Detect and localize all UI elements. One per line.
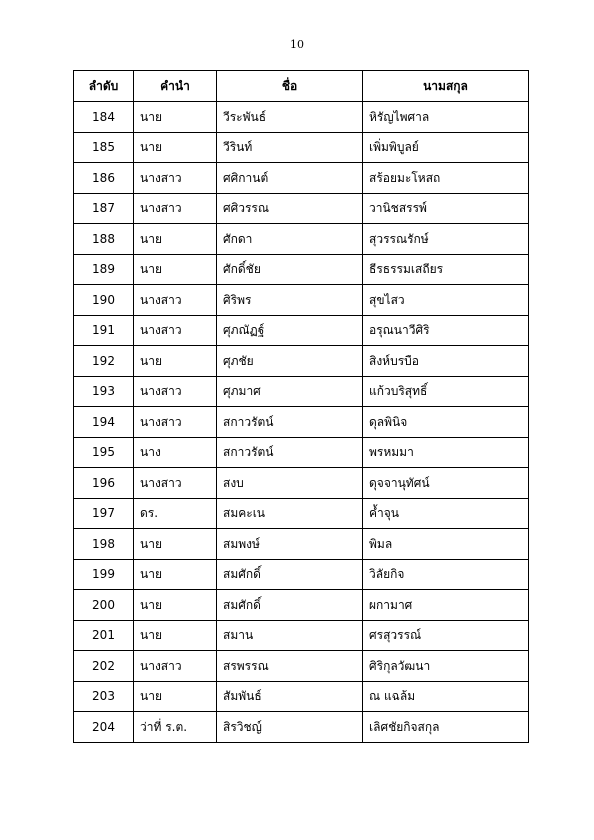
cell-title: นางสาว [134, 315, 217, 346]
cell-order: 192 [74, 346, 134, 377]
cell-order: 203 [74, 681, 134, 712]
cell-first-name: สัมพันธ์ [217, 681, 363, 712]
table-row [74, 315, 529, 346]
table-row [74, 163, 529, 194]
table-row [74, 285, 529, 316]
cell-last-name: วิลัยกิจ [363, 559, 529, 590]
cell-first-name: สมศักดิ์ [217, 559, 363, 590]
cell-title: นาย [134, 132, 217, 163]
table-row [74, 193, 529, 224]
cell-last-name: ดุจจานุทัศน์ [363, 468, 529, 499]
cell-order: 198 [74, 529, 134, 560]
cell-order: 193 [74, 376, 134, 407]
cell-order: 194 [74, 407, 134, 438]
cell-order: 202 [74, 651, 134, 682]
cell-last-name: สร้อยมะโหสถ [363, 163, 529, 194]
cell-title: นาย [134, 681, 217, 712]
cell-order: 199 [74, 559, 134, 590]
cell-last-name: พรหมมา [363, 437, 529, 468]
cell-first-name: ศุภชัย [217, 346, 363, 377]
table-row [74, 437, 529, 468]
cell-first-name: ศศิวรรณ [217, 193, 363, 224]
cell-order: 191 [74, 315, 134, 346]
cell-first-name: ศักดา [217, 224, 363, 255]
cell-last-name: สุวรรณรักษ์ [363, 224, 529, 255]
cell-last-name: ผกามาศ [363, 590, 529, 621]
page-number: 10 [290, 38, 304, 51]
cell-title: นางสาว [134, 376, 217, 407]
table-row [74, 407, 529, 438]
table-row [74, 651, 529, 682]
cell-last-name: เลิศชัยกิจสกุล [363, 712, 529, 743]
cell-first-name: สกาวรัตน์ [217, 407, 363, 438]
cell-first-name: ศศิกานต์ [217, 163, 363, 194]
table-body [74, 102, 529, 743]
cell-title: นาย [134, 559, 217, 590]
cell-title: นาย [134, 346, 217, 377]
cell-title: นางสาว [134, 407, 217, 438]
cell-first-name: สงบ [217, 468, 363, 499]
cell-title: นางสาว [134, 468, 217, 499]
cell-last-name: อรุณนาวีศิริ [363, 315, 529, 346]
table-row [74, 498, 529, 529]
cell-last-name: พิมล [363, 529, 529, 560]
table-row [74, 346, 529, 377]
cell-last-name: ธีรธรรมเสถียร [363, 254, 529, 285]
cell-order: 197 [74, 498, 134, 529]
cell-title: นางสาว [134, 651, 217, 682]
table-row [74, 254, 529, 285]
cell-title: นาย [134, 254, 217, 285]
table-row [74, 132, 529, 163]
cell-first-name: สมาน [217, 620, 363, 651]
cell-first-name: ศิริพร [217, 285, 363, 316]
cell-first-name: ศุภมาศ [217, 376, 363, 407]
cell-first-name: สมพงษ์ [217, 529, 363, 560]
cell-order: 190 [74, 285, 134, 316]
cell-first-name: ศุภณัฏฐ์ [217, 315, 363, 346]
cell-last-name: ดุลพินิจ [363, 407, 529, 438]
cell-last-name: แก้วบริสุทธิ์ [363, 376, 529, 407]
cell-last-name: ศิริกุลวัฒนา [363, 651, 529, 682]
cell-first-name: สิรวิชญ์ [217, 712, 363, 743]
cell-first-name: สรพรรณ [217, 651, 363, 682]
cell-last-name: ศรสุวรรณ์ [363, 620, 529, 651]
table-row [74, 529, 529, 560]
cell-order: 195 [74, 437, 134, 468]
cell-first-name: ศักดิ์ชัย [217, 254, 363, 285]
table-row [74, 712, 529, 743]
cell-order: 184 [74, 102, 134, 133]
cell-title: นางสาว [134, 163, 217, 194]
cell-order: 187 [74, 193, 134, 224]
cell-order: 201 [74, 620, 134, 651]
cell-first-name: วีรินท์ [217, 132, 363, 163]
cell-title: นาย [134, 529, 217, 560]
cell-last-name: วานิชสรรพ์ [363, 193, 529, 224]
cell-first-name: สมคะเน [217, 498, 363, 529]
cell-last-name: ค้ำจุน [363, 498, 529, 529]
cell-first-name: สมศักดิ์ [217, 590, 363, 621]
cell-title: นาย [134, 590, 217, 621]
table-row [74, 376, 529, 407]
names-table [73, 70, 529, 743]
table-row [74, 559, 529, 590]
cell-title: นางสาว [134, 193, 217, 224]
table-header-row [74, 71, 529, 102]
table-row [74, 102, 529, 133]
table-row [74, 468, 529, 499]
cell-title: นาง [134, 437, 217, 468]
cell-title: นาย [134, 224, 217, 255]
cell-title: ดร. [134, 498, 217, 529]
header-title: คำนำ [134, 71, 217, 102]
table-row [74, 681, 529, 712]
cell-first-name: วีระพันธ์ [217, 102, 363, 133]
cell-order: 185 [74, 132, 134, 163]
cell-order: 204 [74, 712, 134, 743]
table-row [74, 590, 529, 621]
header-last-name: นามสกุล [363, 71, 529, 102]
cell-title: นางสาว [134, 285, 217, 316]
header-order: ลำดับ [74, 71, 134, 102]
cell-title: นาย [134, 620, 217, 651]
cell-first-name: สกาวรัตน์ [217, 437, 363, 468]
cell-last-name: หิรัญไพศาล [363, 102, 529, 133]
table-row [74, 224, 529, 255]
cell-last-name: สุขไสว [363, 285, 529, 316]
cell-last-name: เพิ่มพิบูลย์ [363, 132, 529, 163]
cell-order: 196 [74, 468, 134, 499]
cell-order: 186 [74, 163, 134, 194]
cell-order: 188 [74, 224, 134, 255]
cell-title: นาย [134, 102, 217, 133]
cell-order: 200 [74, 590, 134, 621]
header-first-name: ชื่อ [217, 71, 363, 102]
cell-last-name: สิงห์บรบือ [363, 346, 529, 377]
table-row [74, 620, 529, 651]
cell-title: ว่าที่ ร.ต. [134, 712, 217, 743]
cell-last-name: ณ แฉล้ม [363, 681, 529, 712]
cell-order: 189 [74, 254, 134, 285]
